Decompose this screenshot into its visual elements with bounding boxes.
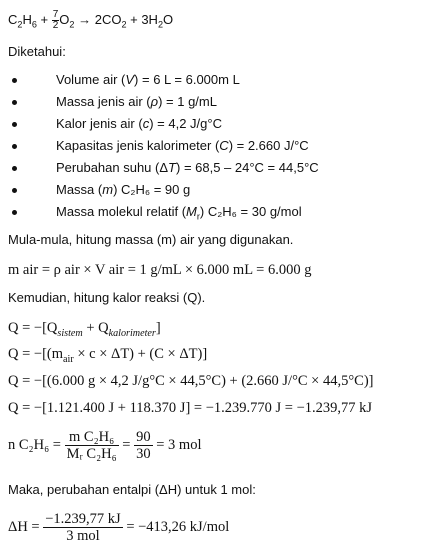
list-item — [34, 116, 222, 132]
text: H — [22, 11, 32, 27]
fraction-denominator: Mᵣ C₂H₆ — [66, 446, 117, 463]
text: Perubahan suhu (Δ — [56, 160, 169, 175]
fraction-denominator: 2 — [52, 20, 59, 31]
paragraph: Maka, perubahan entalpi (ΔH) untuk 1 mol: — [8, 482, 256, 497]
text: Volume air ( — [56, 72, 126, 87]
text: ) = 4,2 J/g°C — [149, 116, 222, 131]
text: Kapasitas jenis kalorimeter ( — [56, 138, 220, 153]
fraction-denominator: 3 mol — [66, 528, 100, 545]
subscript: 2 — [121, 19, 127, 30]
arrow-text: → — [74, 11, 95, 27]
text: 2CO — [94, 11, 122, 27]
text: O — [163, 11, 174, 27]
list-item — [34, 72, 240, 88]
known-title: Diketahui: — [8, 44, 66, 59]
text: = −413,26 kJ/mol — [126, 519, 230, 535]
fraction — [43, 511, 122, 544]
subscript: 2 — [157, 19, 164, 30]
subscript: sistem — [57, 327, 83, 339]
symbol: V — [125, 72, 135, 87]
subscript: 2 — [17, 19, 23, 30]
text: Massa ( — [56, 182, 103, 197]
subscript: air — [63, 353, 74, 365]
equation-q3: Q = −[(6.000 g × 4,2 J/g°C × 44,5°C) + (2.660 J/°C × 44,5°C)] — [8, 373, 374, 389]
equation-moles — [8, 428, 201, 462]
text: n C₂H₆ = — [8, 437, 61, 453]
list-item — [34, 182, 190, 198]
fraction-numerator: −1.239,77 kJ — [45, 511, 121, 528]
text: Massa molekul relatif ( — [56, 204, 187, 219]
equation-q1 — [8, 320, 161, 342]
text: O — [59, 11, 70, 27]
text: + — [36, 11, 52, 27]
equation-mass: m air = ρ air × V air = 1 g/mL × 6.000 mL = 6.000 g — [8, 262, 312, 278]
symbol: M — [186, 204, 197, 219]
fraction-numerator: m C₂H₆ — [65, 429, 119, 446]
list-item — [34, 160, 319, 176]
reaction-equation — [8, 10, 173, 33]
symbol: T — [168, 160, 176, 175]
equation-q4: Q = −[1.121.400 J + 118.370 J] = −1.239.770 J = −1.239,77 kJ — [8, 400, 373, 416]
text: ] — [155, 320, 161, 336]
text: = — [122, 437, 131, 453]
text: = 3 mol — [156, 437, 202, 453]
text: ) = 1 g/mL — [158, 94, 217, 109]
text: + 3H — [126, 11, 158, 27]
fraction-denominator: 30 — [136, 446, 151, 463]
symbol: C — [219, 138, 229, 153]
symbol: c — [142, 116, 150, 131]
list-item — [34, 138, 309, 154]
text: ) = 2.660 J/°C — [228, 138, 309, 153]
text: Q = −[(m — [8, 346, 64, 362]
list-item — [34, 94, 217, 110]
text: ) = 68,5 – 24°C = 44,5°C — [176, 160, 319, 175]
subscript: 6 — [31, 19, 37, 30]
paragraph: Kemudian, hitung kalor reaksi (Q). — [8, 290, 206, 305]
fraction-numerator: 90 — [136, 429, 151, 446]
text: ) C₂H₆ = 90 g — [113, 182, 191, 197]
symbol: ρ — [150, 94, 159, 109]
subscript: 2 — [69, 19, 75, 30]
fraction — [65, 429, 119, 462]
fraction — [134, 429, 153, 462]
fraction-numerator: 7 — [52, 9, 59, 20]
text: ) = 6 L = 6.000m L — [134, 72, 240, 87]
list-item — [34, 204, 302, 225]
text: Massa jenis air ( — [56, 94, 151, 109]
text: × c × ΔT) + (C × ΔT)] — [73, 346, 208, 362]
equation-q2 — [8, 346, 207, 368]
text: C — [8, 11, 18, 27]
symbol: m — [102, 182, 114, 197]
text: ΔH = — [8, 519, 40, 535]
text: Q = −[Q — [8, 320, 58, 336]
paragraph: Mula-mula, hitung massa (m) air yang digunakan. — [8, 232, 294, 247]
subscript: kalorimeter — [108, 327, 156, 339]
text: + Q — [82, 320, 109, 336]
text: Kalor jenis air ( — [56, 116, 143, 131]
subscript: r — [196, 211, 200, 222]
equation-enthalpy — [8, 510, 229, 544]
text: ) C₂H₆ = 30 g/mol — [199, 204, 302, 219]
